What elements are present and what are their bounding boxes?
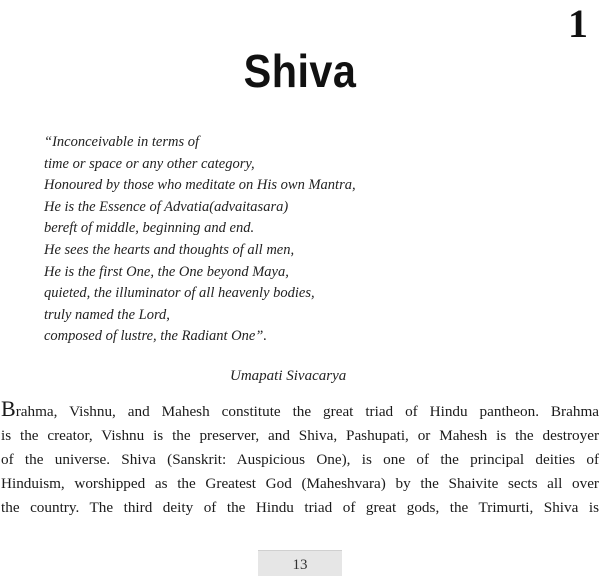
epigraph-line: “Inconceivable in terms of [44, 134, 200, 150]
epigraph-line: Honoured by those who meditate on His own Mantra, [44, 177, 356, 194]
chapter-title: Shiva [243, 45, 357, 97]
first-letter: B [1, 398, 16, 421]
first-line-rest: rahma, Vishnu, and Mahesh constitute the great triad of Hindu pantheon. Brahma [15, 403, 599, 420]
epigraph-line: He is the Essence of Advatia(advaitasara) [44, 198, 289, 215]
body-line: of the universe. Shiva (Sanskrit: Auspicious One), is one of the principal deities of [1, 451, 599, 468]
epigraph-line: He is the first One, the One beyond Maya, [44, 263, 289, 280]
body-line: is the creator, Vishnu is the preserver, and Shiva, Pashupati, or Mahesh is the destroyer [1, 427, 599, 444]
epigraph-line: He sees the hearts and thoughts of all men, [44, 241, 295, 258]
epigraph-line: time or space or any other category, [44, 155, 255, 172]
body-text [1, 398, 599, 520]
page-number: 13 [258, 550, 342, 576]
body-line-first [1, 398, 599, 424]
body-line: the country. The third deity of the Hindu triad of great gods, the Trimurti, Shiva is [1, 499, 599, 516]
chapter-number: 1 [568, 1, 588, 46]
body-line: Hinduism, worshipped as the Greatest God (Maheshvara) by the Shaivite sects all over [1, 475, 599, 492]
epigraph-line: composed of lustre, the Radiant One”. [44, 328, 267, 345]
epigraph-attribution: Umapati Sivacarya [230, 368, 347, 384]
epigraph-line: quieted, the illuminator of all heavenly bodies, [44, 285, 315, 302]
epigraph [44, 132, 544, 348]
epigraph-line: truly named the Lord, [44, 306, 170, 323]
epigraph-line: bereft of middle, beginning and end. [44, 220, 255, 237]
